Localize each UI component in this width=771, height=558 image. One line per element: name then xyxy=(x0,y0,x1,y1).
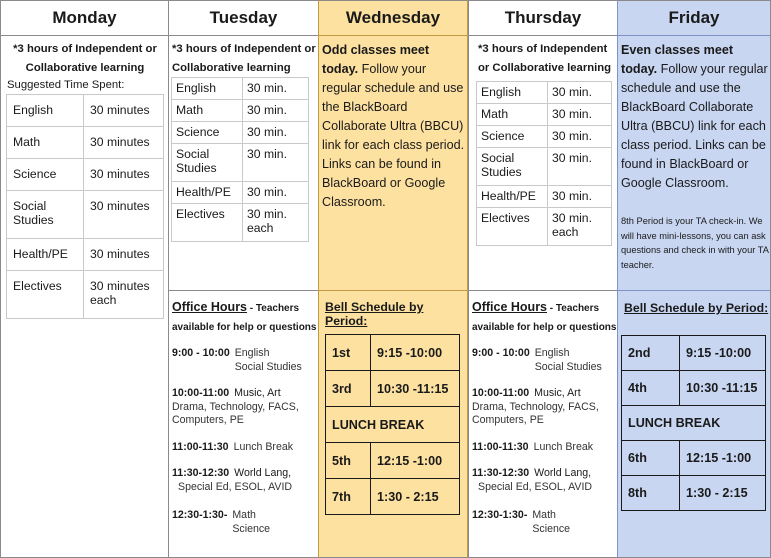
office-hours-time: 10:00-11:00 xyxy=(472,387,530,399)
subject-time: 30 min. xyxy=(243,122,309,144)
friday-bell-body xyxy=(622,336,766,511)
office-hours-subject-line: Drama, Technology, FACS, xyxy=(172,400,299,413)
office-hours-subject-line: Science xyxy=(532,522,571,535)
thursday-independent-note: *3 hours of Independent or Collaborative learning xyxy=(478,43,612,74)
subject-time: 30 min. xyxy=(243,100,309,122)
subject-time: 30 min. xyxy=(548,148,612,186)
subject-name: Math xyxy=(477,104,548,126)
monday-subject-body xyxy=(7,95,164,319)
office-hours-subjects xyxy=(172,401,299,428)
subject-time: 30 minutes each xyxy=(84,271,164,319)
subject-name: English xyxy=(172,78,243,100)
wednesday-header: Wednesday xyxy=(319,1,467,36)
bell-row xyxy=(326,335,460,371)
office-hours-row xyxy=(472,441,593,455)
subject-name: Math xyxy=(7,127,84,159)
subject-row xyxy=(172,122,309,144)
office-hours-row xyxy=(472,347,602,374)
office-hours-time: 11:00-11:30 xyxy=(172,441,229,453)
friday-bell-table xyxy=(621,335,766,511)
office-hours-line xyxy=(472,387,599,401)
subject-row xyxy=(172,144,309,182)
subject-row xyxy=(477,208,612,246)
subject-time: 30 minutes xyxy=(84,95,164,127)
office-hours-time: 10:00-11:00 xyxy=(172,387,230,399)
friday-column xyxy=(617,0,771,558)
office-hours-subject-line: Computers, PE xyxy=(172,414,244,426)
subject-row xyxy=(172,78,309,100)
subject-time: 30 min. xyxy=(243,182,309,204)
office-hours-line xyxy=(172,467,292,481)
wednesday-bell-title: Bell Schedule by Period: xyxy=(325,300,424,328)
office-hours-time: 12:30-1:30- xyxy=(472,509,528,521)
office-hours-row xyxy=(172,467,292,494)
office-hours-subjects xyxy=(235,347,302,374)
subject-name: English xyxy=(7,95,84,127)
subject-row xyxy=(477,126,612,148)
bell-row xyxy=(622,371,766,406)
office-hours-subtitle: - Teachers available for help or questions xyxy=(172,303,317,333)
wednesday-bell-table xyxy=(325,334,460,515)
bell-time: 1:30 - 2:15 xyxy=(680,476,766,511)
bell-row xyxy=(326,479,460,515)
subject-row xyxy=(7,191,164,239)
subject-name: Social Studies xyxy=(477,148,548,186)
subject-time: 30 min. xyxy=(243,144,309,182)
subject-time: 30 min. xyxy=(548,126,612,148)
bell-period: 6th xyxy=(622,441,680,476)
bell-time: 1:30 - 2:15 xyxy=(371,479,460,515)
wednesday-column xyxy=(318,0,468,558)
bell-time: 10:30 -11:15 xyxy=(371,371,460,407)
bell-row xyxy=(326,443,460,479)
subject-row xyxy=(172,204,309,242)
office-hours-subject-line: Social Studies xyxy=(234,360,302,373)
bell-time: 9:15 -10:00 xyxy=(680,336,766,371)
office-hours-row xyxy=(172,387,299,428)
subject-row xyxy=(7,159,164,191)
subject-row xyxy=(7,271,164,319)
office-hours-row xyxy=(172,441,293,455)
subject-time: 30 min. each xyxy=(243,204,309,242)
bell-time: 12:15 -1:00 xyxy=(680,441,766,476)
office-hours-subjects xyxy=(178,481,292,495)
friday-divider xyxy=(618,290,770,291)
office-hours-time: 11:30-12:30 xyxy=(472,467,530,479)
subject-name: Science xyxy=(477,126,548,148)
subject-time: 30 minutes xyxy=(84,239,164,271)
office-hours-subject-line: World Lang, xyxy=(534,467,592,479)
bell-period: 7th xyxy=(326,479,371,515)
bell-period: 2nd xyxy=(622,336,680,371)
thursday-divider xyxy=(469,290,617,291)
office-hours-subject-line: Math xyxy=(532,509,556,521)
tuesday-column xyxy=(168,0,318,558)
office-hours-subject-line: Science xyxy=(232,522,271,535)
friday-instruction-text: Follow your regular schedule and use the BlackBoard Collaborate Ultra (BBCU) link for each class period. Links can be found in BlackBoard or Google Classroom. xyxy=(621,62,768,190)
subject-row xyxy=(477,104,612,126)
subject-row xyxy=(7,239,164,271)
thursday-subject-body xyxy=(477,82,612,246)
subject-name: Electives xyxy=(7,271,84,319)
thursday-subject-table xyxy=(476,81,612,246)
friday-even-classes: Even classes meet today. xyxy=(621,43,734,76)
tuesday-subject-body xyxy=(172,78,309,242)
bell-time: 10:30 -11:15 xyxy=(680,371,766,406)
office-hours-subject-line: Social Studies xyxy=(534,360,602,373)
bell-row xyxy=(622,476,766,511)
bell-period: 4th xyxy=(622,371,680,406)
office-hours-subjects xyxy=(532,509,570,536)
friday-bell-title: Bell Schedule by Period: xyxy=(624,301,769,315)
bell-row xyxy=(326,371,460,407)
subject-name: Health/PE xyxy=(7,239,84,271)
office-hours-row xyxy=(472,509,570,536)
lunch-break-label: LUNCH BREAK xyxy=(622,406,766,441)
bell-time: 12:15 -1:00 xyxy=(371,443,460,479)
subject-row xyxy=(477,148,612,186)
lunch-row xyxy=(326,407,460,443)
office-hours-subject-line: Special Ed, ESOL, AVID xyxy=(478,480,593,493)
subject-time: 30 min. each xyxy=(548,208,612,246)
subject-row xyxy=(7,127,164,159)
subject-time: 30 minutes xyxy=(84,191,164,239)
office-hours-time: 9:00 - 10:00 xyxy=(472,347,530,359)
office-hours-subjects xyxy=(234,441,293,455)
friday-ta-note: 8th Period is your TA check-in. We will have mini-lessons, you can ask questions and check in with your TA teacher. xyxy=(621,216,769,270)
office-hours-time: 11:00-11:30 xyxy=(472,441,529,453)
bell-time: 9:15 -10:00 xyxy=(371,335,460,371)
thursday-column xyxy=(468,0,617,558)
office-hours-subject-line: World Lang, xyxy=(234,467,292,479)
office-hours-subject-line: Lunch Break xyxy=(533,441,594,453)
office-hours-subject-line: Lunch Break xyxy=(233,441,294,453)
subject-name: Electives xyxy=(172,204,243,242)
office-hours-time: 12:30-1:30- xyxy=(172,509,228,521)
office-hours-row xyxy=(472,467,592,494)
bell-period: 8th xyxy=(622,476,680,511)
bell-period: 1st xyxy=(326,335,371,371)
office-hours-subjects xyxy=(535,347,602,374)
subject-time: 30 minutes xyxy=(84,159,164,191)
office-hours-subjects xyxy=(478,481,592,495)
office-hours-subject-line: Drama, Technology, FACS, xyxy=(472,400,599,413)
bell-row xyxy=(622,441,766,476)
office-hours-subject-line: English xyxy=(534,347,570,359)
subject-name: Health/PE xyxy=(172,182,243,204)
office-hours-time: 9:00 - 10:00 xyxy=(172,347,230,359)
office-hours-row xyxy=(172,509,270,536)
wednesday-instructions xyxy=(322,41,467,212)
subject-time: 30 minutes xyxy=(84,127,164,159)
office-hours-line xyxy=(172,387,299,401)
office-hours-line xyxy=(472,467,592,481)
monday-subject-table xyxy=(6,94,164,319)
subject-time: 30 min. xyxy=(548,104,612,126)
wednesday-instruction-text: Follow your regular schedule and use the BlackBoard Collaborate Ultra (BBCU) link for each class period. Links can be found in BlackBoard or Google Classroom. xyxy=(322,62,465,209)
subject-name: Science xyxy=(7,159,84,191)
tuesday-subject-table xyxy=(171,77,309,242)
subject-name: Science xyxy=(172,122,243,144)
office-hours-subject-line: Music, Art xyxy=(234,387,281,399)
wednesday-divider xyxy=(319,290,467,291)
tuesday-office-hours xyxy=(172,347,317,547)
office-hours-subjects xyxy=(534,441,593,455)
bell-period: 5th xyxy=(326,443,371,479)
office-hours-subjects xyxy=(232,509,270,536)
subject-time: 30 min. xyxy=(548,82,612,104)
office-hours-label: Office Hours xyxy=(172,300,248,314)
tuesday-header: Tuesday xyxy=(169,1,318,36)
subject-name: Math xyxy=(172,100,243,122)
office-hours-row xyxy=(472,387,599,428)
bell-row xyxy=(622,336,766,371)
lunch-break-label: LUNCH BREAK xyxy=(326,407,460,443)
office-hours-subtitle: - Teachers available for help or questions xyxy=(472,303,617,333)
office-hours-row xyxy=(172,347,302,374)
suggested-time-label: Suggested Time Spent: xyxy=(7,79,125,91)
subject-name: English xyxy=(477,82,548,104)
subject-name: Social Studies xyxy=(7,191,84,239)
monday-column xyxy=(0,0,168,558)
thursday-office-hours xyxy=(472,347,617,547)
subject-row xyxy=(7,95,164,127)
office-hours-subjects xyxy=(472,401,599,428)
tuesday-divider xyxy=(169,290,318,291)
thursday-office-hours-title xyxy=(472,298,617,337)
monday-independent-note: *3 hours of Independent or Collaborative learning xyxy=(13,43,157,74)
office-hours-subject-line: Math xyxy=(232,509,256,521)
subject-name: Electives xyxy=(477,208,548,246)
subject-name: Social Studies xyxy=(172,144,243,182)
wednesday-bell-body xyxy=(326,335,460,515)
subject-row xyxy=(477,186,612,208)
subject-time: 30 min. xyxy=(243,78,309,100)
office-hours-subject-line: Special Ed, ESOL, AVID xyxy=(178,480,293,493)
subject-row xyxy=(172,100,309,122)
office-hours-label: Office Hours xyxy=(472,300,548,314)
office-hours-subject-line: Music, Art xyxy=(534,387,581,399)
subject-time: 30 min. xyxy=(548,186,612,208)
friday-instructions xyxy=(621,41,769,193)
friday-header: Friday xyxy=(618,1,770,36)
bell-period: 3rd xyxy=(326,371,371,407)
office-hours-subject-line: Computers, PE xyxy=(472,414,544,426)
tuesday-independent-note: *3 hours of Independent or Collaborative learning xyxy=(172,43,316,74)
subject-row xyxy=(477,82,612,104)
lunch-row xyxy=(622,406,766,441)
office-hours-subject-line: English xyxy=(234,347,270,359)
thursday-header: Thursday xyxy=(469,1,617,36)
office-hours-time: 11:30-12:30 xyxy=(172,467,230,479)
monday-header: Monday xyxy=(1,1,168,36)
wednesday-odd-classes: Odd classes meet today. xyxy=(322,43,430,76)
subject-row xyxy=(172,182,309,204)
tuesday-office-hours-title xyxy=(172,298,317,337)
subject-name: Health/PE xyxy=(477,186,548,208)
